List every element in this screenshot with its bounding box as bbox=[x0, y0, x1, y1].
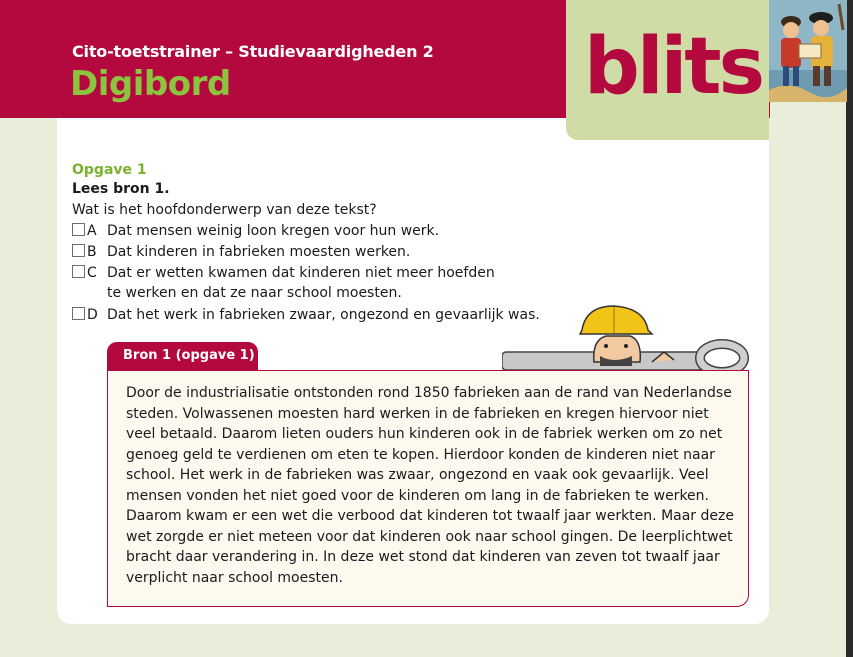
answer-option-d[interactable] bbox=[72, 305, 540, 326]
option-letter: B bbox=[87, 244, 97, 260]
answer-option-b[interactable] bbox=[72, 242, 410, 263]
source-line: genoeg geld te verdienen om eten te kopen. Hierdoor konden de kinderen niet naar bbox=[126, 446, 715, 463]
factory-worker-illustration-icon bbox=[502, 300, 752, 380]
option-text: Dat mensen weinig loon kregen voor hun werk. bbox=[107, 223, 440, 239]
source-line: bracht daar verandering in. In deze wet stond dat kinderen van zeven tot twaalf jaar bbox=[126, 549, 720, 565]
option-letter: D bbox=[87, 307, 98, 323]
checkbox-c[interactable] bbox=[72, 265, 85, 278]
source-text bbox=[126, 383, 738, 588]
checkbox-a[interactable] bbox=[72, 223, 85, 236]
source-tab: Bron 1 (opgave 1) bbox=[107, 342, 258, 370]
source-line: Daarom kwam er een wet die verbood dat kinderen tot twaalf jaar werkten. Maar deze bbox=[126, 508, 734, 524]
window-edge bbox=[846, 0, 853, 657]
source-line: school. Het werk in de fabrieken was zwaar, ongezond en vaak ook gevaarlijk. Veel bbox=[126, 467, 709, 483]
option-text: Dat er wetten kwamen dat kinderen niet meer hoefden bbox=[107, 265, 495, 281]
source-line: wet zorgde er niet meteen voor dat kinderen ook naar school gingen. De leerplichtwet bbox=[126, 528, 733, 545]
question-instruction: Lees bron 1. bbox=[72, 181, 170, 197]
question-number: Opgave 1 bbox=[72, 162, 147, 178]
checkbox-d[interactable] bbox=[72, 307, 85, 320]
source-box bbox=[107, 370, 749, 607]
option-letter: A bbox=[87, 223, 97, 239]
option-text: Dat het werk in fabrieken zwaar, ongezond en gevaarlijk was. bbox=[107, 307, 540, 323]
brand-logo-panel bbox=[566, 0, 769, 140]
option-text: Dat kinderen in fabrieken moesten werken. bbox=[107, 244, 411, 260]
pirates-illustration-icon bbox=[769, 0, 847, 102]
source-line: verplicht naar school moesten. bbox=[126, 569, 343, 586]
header-subtitle: Cito-toetstrainer – Studievaardigheden 2 bbox=[72, 42, 434, 61]
brand-logo: blits bbox=[584, 22, 763, 112]
option-c-continuation: te werken en dat ze naar school moesten. bbox=[107, 285, 402, 301]
page-title: Digibord bbox=[70, 64, 231, 104]
source-line: mensen vonden het niet goed voor de kinderen om lang in de fabrieken te werken. bbox=[126, 487, 709, 504]
checkbox-b[interactable] bbox=[72, 244, 85, 257]
source-line: steden. Volwassenen moesten hard werken in de fabrieken en kregen hiervoor niet bbox=[126, 405, 709, 422]
answer-option-c[interactable] bbox=[72, 263, 495, 284]
question-text: Wat is het hoofdonderwerp van deze tekst? bbox=[72, 202, 377, 218]
answer-option-a[interactable] bbox=[72, 221, 439, 242]
source-line: veel betaald. Daarom lieten ouders hun kinderen ook in de fabriek werken om zo net bbox=[126, 426, 723, 442]
source-line: Door de industrialisatie ontstonden rond 1850 fabrieken aan de rand van Nederlandse bbox=[126, 385, 732, 401]
option-letter: C bbox=[87, 265, 97, 281]
